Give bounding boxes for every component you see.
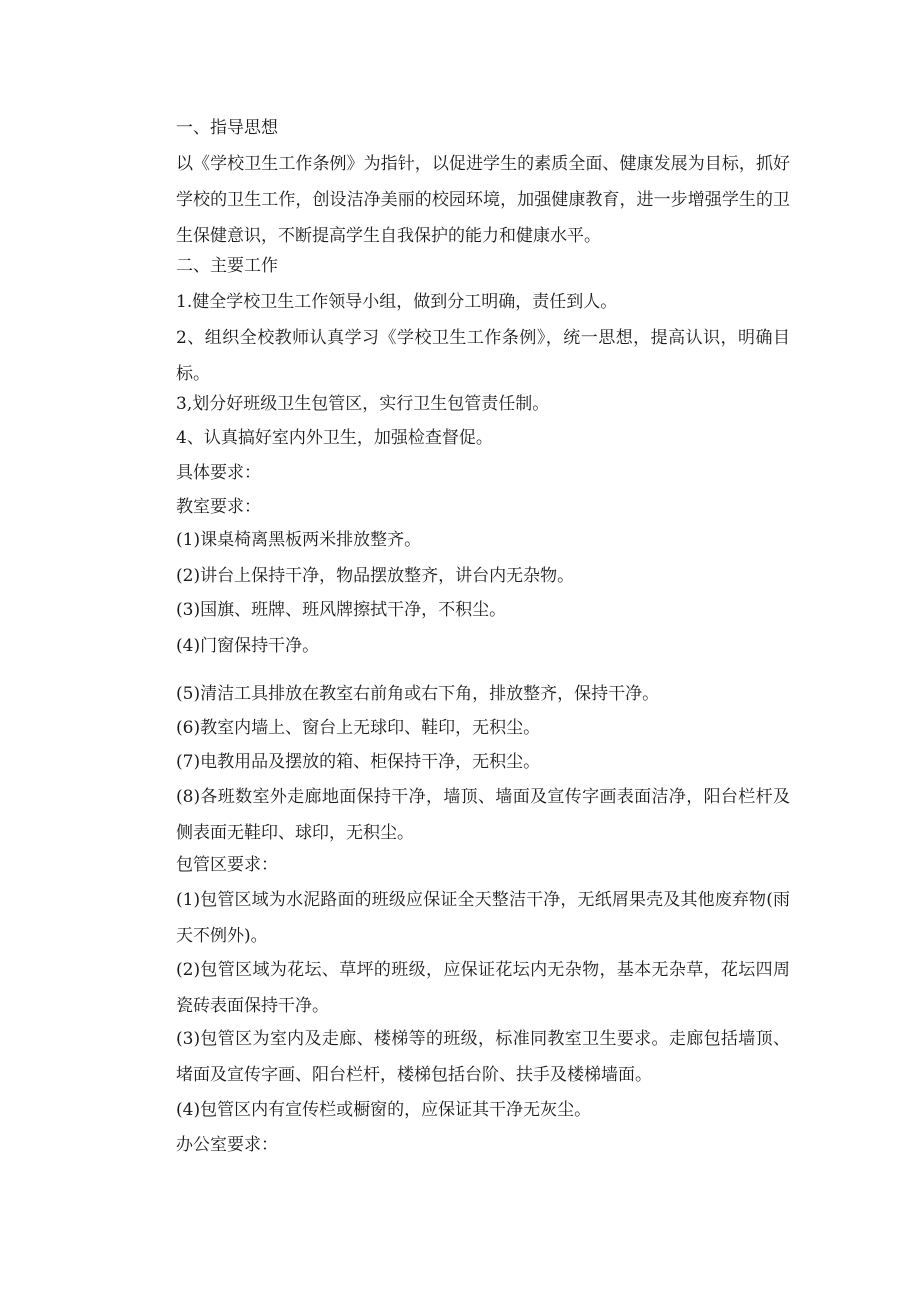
classroom-item-1: (1)课桌椅离黑板两米排放整齐。 xyxy=(176,530,422,550)
classroom-item-6: (6)教室内墙上、窗台上无球印、鞋印，无积尘。 xyxy=(176,718,541,738)
classroom-item-5: (5)清洁工具排放在教室右前角或右下角，排放整齐，保持干净。 xyxy=(176,684,660,704)
specific-requirements-label: 具体要求： xyxy=(176,463,261,483)
classroom-item-2: (2)讲台上保持干净，物品摆放整齐，讲台内无杂物。 xyxy=(176,566,575,586)
zone-item-4: (4)包管区内有宣传栏或橱窗的，应保证其干净无灰尘。 xyxy=(176,1100,592,1120)
classroom-item-7: (7)电教用品及摆放的箱、柜保持干净，无积尘。 xyxy=(176,752,541,772)
zone-item-3: (3)包管区为室内及走廊、楼梯等的班级，标准同教室卫生要求。走廊包括墙顶、堵面及宣传字画、阳台栏杆，楼梯包括台阶、扶手及楼梯墙面。 xyxy=(176,1029,790,1085)
classroom-item-4: (4)门窗保持干净。 xyxy=(176,636,320,656)
classroom-requirements-label: 教室要求： xyxy=(176,497,261,517)
classroom-item-3: (3)国旗、班牌、班风牌擦拭干净，不积尘。 xyxy=(176,600,507,620)
heading-guiding-ideology: 一、指导思想 xyxy=(176,118,278,138)
office-requirements-label: 办公室要求： xyxy=(176,1135,278,1155)
work-item-1: 1.健全学校卫生工作领导小组，做到分工明确，责任到人。 xyxy=(176,292,618,312)
work-item-4: 4、认真搞好室内外卫生，加强检查督促。 xyxy=(176,428,493,448)
work-item-3: 3,划分好班级卫生包管区，实行卫生包管责任制。 xyxy=(176,394,550,414)
zone-item-2: (2)包管区域为花坛、草坪的班级，应保证花坛内无杂物，基本无杂草，花坛四周瓷砖表面保持干净。 xyxy=(176,960,790,1016)
work-item-2: 2、组织全校教师认真学习《学校卫生工作条例》，统一思想，提高认识，明确目标。 xyxy=(176,328,790,384)
zone-requirements-label: 包管区要求： xyxy=(176,855,278,875)
zone-item-1: (1)包管区域为水泥路面的班级应保证全天整洁干净，无纸屑果壳及其他废弃物(雨天不例外)。 xyxy=(176,890,790,946)
classroom-item-8: (8)各班数室外走廊地面保持干净，墙顶、墙面及宣传字画表面洁净，阳台栏杆及侧表面无鞋印、球印，无积尘。 xyxy=(176,787,790,843)
intro-paragraph: 以《学校卫生工作条例》为指针，以促进学生的素质全面、健康发展为目标，抓好学校的卫生工作，创设洁净美丽的校园环境，加强健康教育，进一步增强学生的卫生保健意识，不断提高学生自我保护的能力和健康水平。 xyxy=(176,154,790,246)
heading-main-work: 二、主要工作 xyxy=(176,256,278,276)
